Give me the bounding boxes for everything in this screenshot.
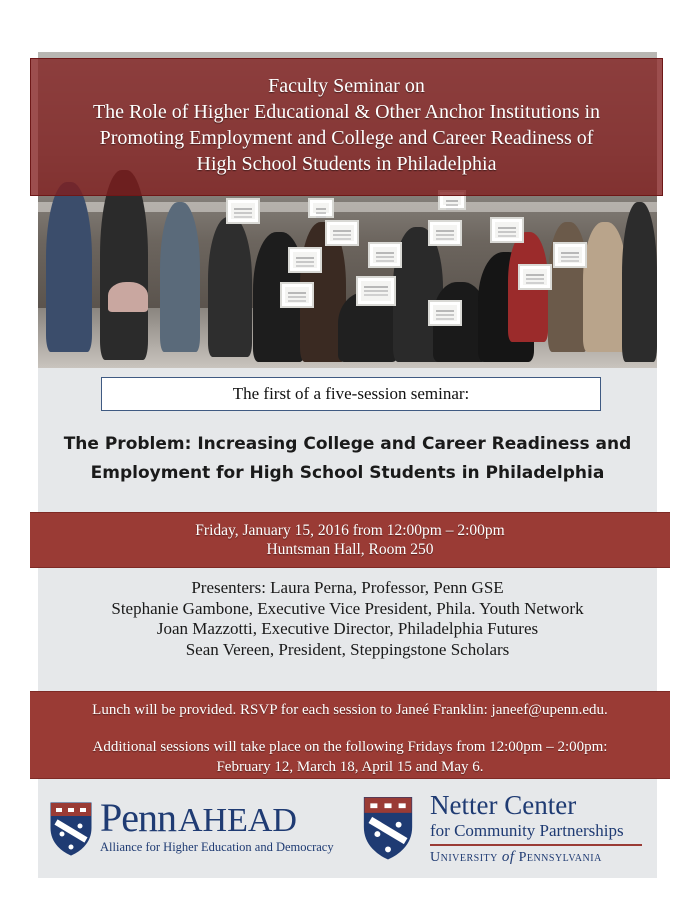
additional-sessions-dates: February 12, March 18, April 15 and May 6. — [216, 759, 484, 775]
event-details-bar — [30, 512, 670, 568]
netter-divider — [430, 844, 642, 846]
seminar-title-banner — [30, 58, 663, 196]
topic-heading — [40, 430, 655, 488]
presenter-line: Stephanie Gambone, Executive Vice President, Phila. Youth Network — [111, 598, 584, 618]
presenters-list — [40, 578, 655, 660]
pennahead-tagline: Alliance for Higher Education and Democracy — [100, 840, 334, 854]
univ-of: of — [501, 849, 515, 865]
lunch-rsvp-text: Lunch will be provided. RSVP for each session to Janeé Franklin: janeef@upenn.edu. — [92, 702, 608, 718]
pennahead-ahead: AHEAD — [178, 802, 297, 839]
pennahead-wordmark — [100, 795, 297, 841]
univ-word: University — [430, 850, 498, 865]
univ-penn: Pennsylvania — [518, 850, 602, 865]
netter-center-name: Netter Center — [430, 790, 577, 820]
info-bar — [30, 691, 670, 779]
title-line-3: Promoting Employment and College and Career Readiness of — [99, 127, 594, 149]
event-location: Huntsman Hall, Room 250 — [266, 541, 434, 558]
presenter-line: Sean Vereen, President, Steppingstone Scholars — [185, 639, 510, 659]
pennahead-penn: Penn — [100, 795, 176, 840]
topic-line-1: The Problem: Increasing College and Career Readiness and — [63, 434, 632, 454]
university-name — [430, 848, 602, 867]
event-datetime: Friday, January 15, 2016 from 12:00pm – 2:00pm — [195, 522, 505, 539]
netter-center-subtitle: for Community Partnerships — [430, 821, 624, 840]
penn-shield-icon — [48, 800, 94, 856]
title-line-1: Faculty Seminar on — [268, 75, 425, 97]
presenter-line: Presenters: Laura Perna, Professor, Penn GSE — [191, 578, 504, 597]
title-line-2: The Role of Higher Educational & Other Anchor Institutions in — [92, 101, 601, 123]
session-label: The first of a five-session seminar: — [232, 384, 470, 403]
presenter-line: Joan Mazzotti, Executive Director, Philadelphia Futures — [156, 619, 539, 638]
title-line-4: High School Students in Philadelphia — [196, 153, 497, 175]
session-label-box — [101, 377, 601, 411]
additional-sessions-text: Additional sessions will take place on the following Fridays from 12:00pm – 2:00pm: — [92, 739, 608, 755]
topic-line-2: Employment for High School Students in Philadelphia — [90, 463, 605, 483]
sponsor-logos — [38, 788, 657, 878]
penn-shield-icon — [360, 794, 416, 860]
